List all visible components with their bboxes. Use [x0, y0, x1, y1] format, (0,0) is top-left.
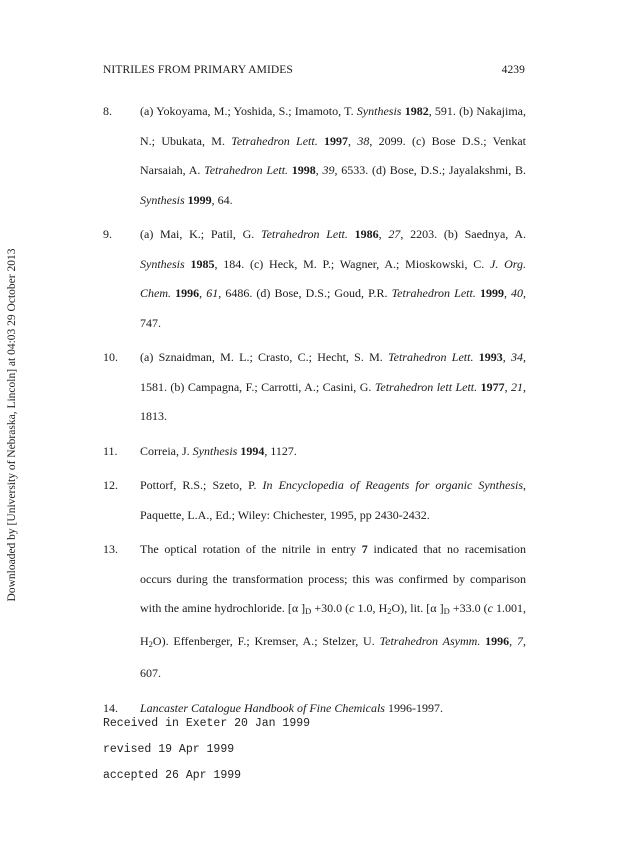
reference-list	[103, 97, 526, 728]
reference-item	[103, 471, 526, 530]
reference-segment: , 747.	[140, 286, 527, 330]
reference-segment: D	[305, 606, 312, 616]
reference-segment: 38	[357, 133, 370, 148]
reference-number: 12.	[103, 478, 118, 492]
reference-segment: 1996	[485, 633, 510, 648]
reference-number: 11.	[103, 443, 118, 458]
reference-segment: c	[349, 601, 355, 615]
reference-segment: 1996-1997.	[384, 700, 443, 715]
reference-segment: , 2099. (c) Bose D.S.; Venkat Narsaiah, A.	[140, 133, 526, 177]
reference-segment: 61	[206, 286, 219, 300]
reference-segment: Lancaster Catalogue Handbook of Fine Chemicals	[140, 700, 385, 715]
reference-segment: 1999	[479, 286, 504, 300]
reference-segment: (a) Mai, K.; Patil, G.	[140, 227, 262, 241]
reference-segment: (a) Yokoyama, M.; Yoshida, S.; Imamoto, T.	[140, 104, 357, 118]
reference-segment: 1982	[404, 104, 429, 118]
reference-segment: , 64.	[211, 192, 233, 207]
reference-item	[103, 437, 526, 467]
reference-segment: 2	[387, 606, 392, 616]
reference-text	[140, 437, 526, 467]
reference-segment: 40	[511, 286, 524, 300]
reference-segment: 1996	[175, 286, 200, 300]
reference-segment: J. Org. Chem.	[140, 256, 526, 300]
reference-segment: Tetrahedron Lett.	[231, 133, 318, 148]
reference-number: 10.	[103, 350, 118, 364]
reference-segment: 1994	[240, 443, 265, 458]
page-number: 4239	[501, 64, 525, 76]
reference-number: 8.	[103, 104, 112, 118]
reference-segment: 1986	[354, 227, 379, 241]
reference-segment: ,	[348, 133, 358, 148]
reference-item	[103, 535, 526, 689]
reference-segment: c	[487, 601, 493, 615]
reference-segment: 7	[517, 633, 524, 648]
reference-segment: ,	[509, 633, 518, 648]
reference-segment: 1998	[291, 163, 316, 177]
reference-segment: , 184. (c) Heck, M. P.; Wagner, A.; Mioskowski, C.	[214, 256, 491, 271]
reference-segment: O). Effenberger, F.; Kremser, A.; Stelzer, U.	[152, 633, 380, 648]
reference-number: 13.	[103, 542, 118, 556]
reference-segment: 21	[511, 379, 524, 394]
reference-segment: 34	[511, 350, 524, 364]
reference-segment: +30.0 (	[311, 601, 350, 615]
reference-segment: , 2203. (b) Saednya, A.	[400, 227, 527, 241]
reference-segment: 7	[361, 542, 368, 556]
reference-segment: Synthesis	[140, 256, 185, 271]
reference-number: 14.	[103, 700, 118, 715]
reference-segment: In Encyclopedia of Reagents for organic Synthesis	[262, 478, 523, 492]
reference-segment: Synthesis	[192, 443, 238, 458]
reference-segment: 1.0, H	[354, 601, 388, 615]
reference-item	[103, 97, 526, 215]
reference-item	[103, 220, 526, 338]
reference-segment	[348, 227, 355, 241]
received-line: Received in Exeter 20 Jan 1999	[103, 717, 311, 730]
accepted-line: accepted 26 Apr 1999	[103, 769, 242, 782]
reference-segment: +33.0 (	[449, 601, 488, 615]
reference-segment: Tetrahedron Asymm.	[379, 633, 481, 648]
reference-segment: Tetrahedron Lett.	[261, 227, 348, 241]
reference-segment: , 6486. (d) Bose, D.S.; Goud, P.R.	[218, 286, 392, 300]
reference-text	[140, 343, 526, 432]
reference-segment: 1999	[187, 192, 212, 207]
reference-segment: 1977	[480, 379, 505, 394]
received-dates	[103, 711, 310, 789]
reference-segment: , 6533. (d) Bose, D.S.; Jayalakshmi, B.	[334, 163, 527, 177]
reference-text	[140, 220, 526, 338]
reference-segment: , 1127.	[264, 443, 297, 458]
reference-segment: Tetrahedron Lett.	[204, 163, 289, 177]
running-title: NITRILES FROM PRIMARY AMIDES	[103, 64, 293, 76]
reference-text	[140, 471, 526, 530]
reference-segment: 1997	[324, 133, 349, 148]
reference-segment: 39	[322, 163, 335, 177]
reference-segment: O), lit. [α ]	[391, 601, 444, 615]
running-header	[103, 64, 525, 80]
reference-text	[140, 535, 526, 689]
reference-segment: Tetrahedron Lett.	[391, 286, 476, 300]
reference-segment: 1985	[190, 256, 215, 271]
download-watermark	[2, 210, 22, 640]
reference-number: 9.	[103, 227, 112, 241]
reference-segment: D	[443, 606, 450, 616]
reference-segment: ,	[502, 350, 512, 364]
revised-line: revised 19 Apr 1999	[103, 743, 235, 756]
reference-segment: , 1813.	[140, 379, 527, 423]
reference-segment: (a) Sznaidman, M. L.; Crasto, C.; Hecht, S. M.	[140, 350, 389, 364]
reference-segment: ,	[315, 163, 323, 177]
reference-segment: Pottorf, R.S.; Szeto, P.	[140, 478, 263, 492]
reference-segment: , Paquette, L.A., Ed.; Wiley: Chichester, 1995, pp 2430-2432.	[140, 478, 526, 522]
reference-segment: 1.001, H	[140, 601, 527, 648]
reference-segment: Synthesis	[356, 104, 402, 118]
reference-item	[103, 343, 526, 432]
reference-segment: Synthesis	[140, 192, 185, 207]
reference-text	[140, 97, 526, 215]
reference-segment: The optical rotation of the nitrile in entry	[140, 542, 362, 556]
reference-segment: ,	[504, 379, 512, 394]
reference-segment: ,	[378, 227, 389, 241]
download-watermark-text: Downloaded by [University of Nebraska, Lincoln] at 04:03 29 October 2013	[6, 248, 18, 602]
reference-segment: 2	[148, 638, 153, 649]
reference-segment: Tetrahedron Lett.	[388, 350, 474, 364]
reference-segment: Tetrahedron lett Lett.	[374, 379, 478, 394]
reference-segment: ,	[503, 286, 512, 300]
reference-segment: 27	[388, 227, 401, 241]
reference-segment: , 1581. (b) Campagna, F.; Carrotti, A.; Casini, G.	[140, 350, 527, 394]
reference-segment: , 607.	[140, 633, 527, 680]
reference-segment: ,	[199, 286, 207, 300]
reference-segment: , 591. (b) Nakajima, N.; Ubukata, M.	[140, 104, 527, 148]
reference-segment: Correia, J.	[140, 443, 193, 458]
reference-segment: 1993	[478, 350, 503, 364]
reference-segment: indicated that no racemisation occurs during the transformation process; this was confirmed by comparison with the amine hydrochloride. [α ]	[140, 542, 526, 615]
